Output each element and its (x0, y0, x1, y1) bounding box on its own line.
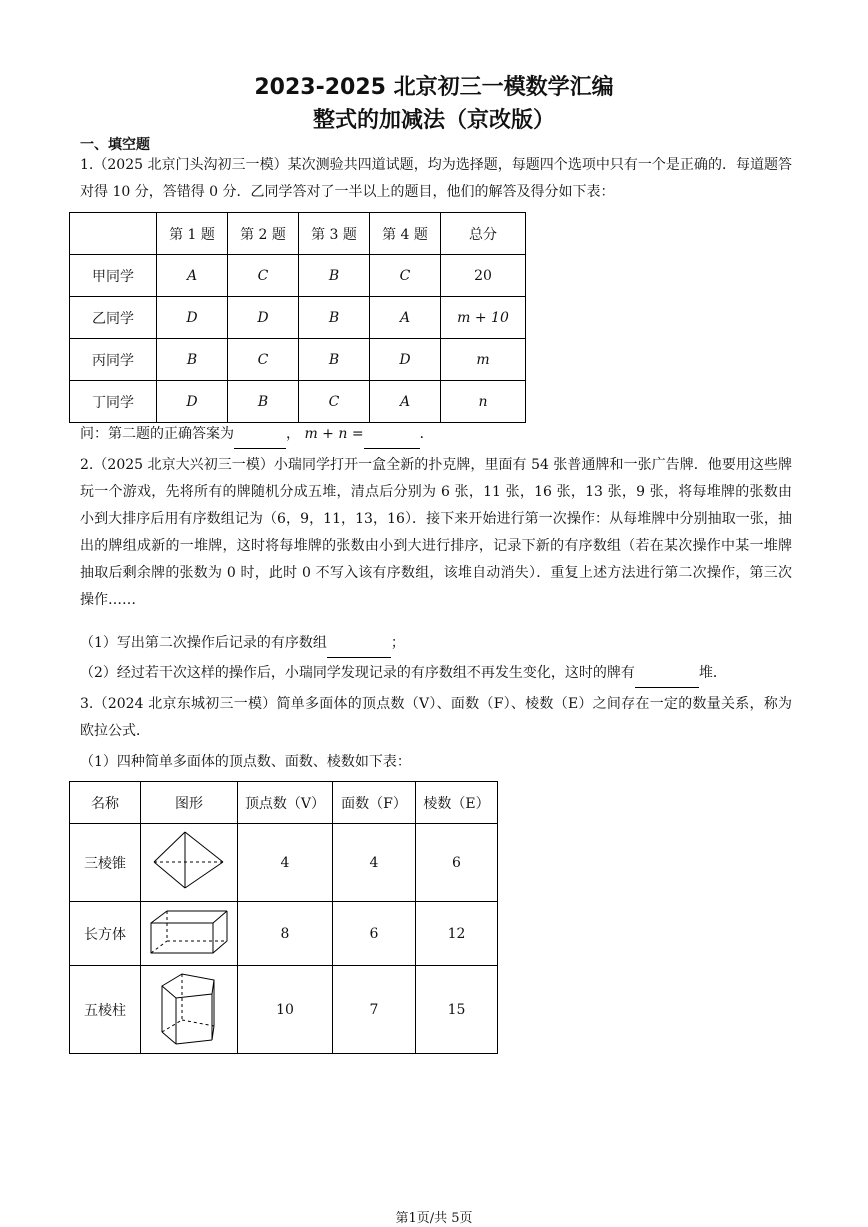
table-cell: 长方体 (70, 902, 141, 966)
table-cell: C (228, 339, 299, 381)
table-row (70, 339, 526, 381)
page-footer: 第1页/共 5页 (395, 1211, 473, 1226)
table-cell: m + 10 (441, 297, 526, 339)
table-cell: B (228, 381, 299, 423)
table-cell: m (441, 339, 526, 381)
table-cell: 顶点数（V） (238, 782, 333, 824)
q1-question: 问：第二题的正确答案为 ， m + n = ． (80, 421, 792, 449)
figure-cell (141, 824, 238, 902)
table-cell: 图形 (141, 782, 238, 824)
table-cell: 第 1 题 (157, 213, 228, 255)
table-cell: 三棱锥 (70, 824, 141, 902)
table-cell: 6 (333, 902, 416, 966)
table-cell: 总分 (441, 213, 526, 255)
q3-table (69, 781, 498, 1054)
q2-sub1-text: （1）写出第二次操作后记录的有序数组 (80, 635, 327, 651)
table-row (70, 381, 526, 423)
table-cell: 第 2 题 (228, 213, 299, 255)
table-cell: 五棱柱 (70, 966, 141, 1054)
q2-sub2 (80, 660, 792, 688)
answer-blank[interactable] (635, 660, 699, 688)
q1-table (69, 212, 526, 423)
answer-blank[interactable] (234, 421, 286, 449)
table-header-row (70, 213, 526, 255)
q2-sub2-end: 堆． (698, 665, 727, 681)
table-cell: 甲同学 (70, 255, 157, 297)
table-cell: C (370, 255, 441, 297)
answer-blank[interactable] (327, 630, 391, 658)
q2-text: 2.（2025 北京大兴初三一模）小瑞同学打开一盒全新的扑克牌，里面有 54 张普通牌和一张广告牌．他要用这些牌玩一个游戏，先将所有的牌随机分成五堆，清点后分别为 6 张，11 张，16 张，13 张，9 张，将每堆牌的张数由小到大排序后用有序数组记为（6，9，11，13，16）．接下来开始进行第一次操作：从每堆牌中分别抽取一张，抽出的牌组成新的一堆牌，这时将每堆牌的张数由小到大进行排序，记录下新的有序数组（若在某次操作中某一堆牌抽取后剩余牌的张数为 0 时，此时 0 不写入该有序数组，该堆自动消失）．重复上述方法进行第二次操作，第三次操作…… (80, 457, 792, 608)
table-cell: 面数（F） (333, 782, 416, 824)
q1-question-end: ． (419, 426, 434, 442)
q2-sub1-end: ； (390, 635, 405, 651)
table-cell: C (299, 381, 370, 423)
table-cell: 10 (238, 966, 333, 1054)
figure-cell (141, 902, 238, 966)
q2-sub1 (80, 630, 792, 658)
table-cell: A (370, 297, 441, 339)
table-cell: 4 (333, 824, 416, 902)
table-cell: 棱数（E） (416, 782, 498, 824)
table-cell: D (228, 297, 299, 339)
q1-expression: m + n = (304, 426, 364, 442)
table-cell: A (157, 255, 228, 297)
table-cell: 8 (238, 902, 333, 966)
document-title: 2023-2025 北京初三一模数学汇编 (254, 75, 614, 100)
pentagonal-prism-figure (154, 968, 224, 1048)
figure-cell (141, 966, 238, 1054)
table-row (70, 824, 498, 902)
q1-question-text: 问：第二题的正确答案为 (80, 426, 234, 442)
table-cell: 20 (441, 255, 526, 297)
document-subtitle: 整式的加减法（京改版） (312, 108, 555, 133)
table-row (70, 297, 526, 339)
table-cell: B (299, 339, 370, 381)
table-cell: B (299, 297, 370, 339)
table-cell: n (441, 381, 526, 423)
table-cell: B (157, 339, 228, 381)
table-cell: B (299, 255, 370, 297)
answer-blank[interactable] (364, 421, 420, 449)
table-cell: 12 (416, 902, 498, 966)
table-cell: 15 (416, 966, 498, 1054)
q1-text: 1.（2025 北京门头沟初三一模）某次测验共四道试题，均为选择题，每题四个选项中只有一个是正确的．每道题答对得 10 分，答错得 0 分．乙同学答对了一半以上的题目，他们的解答及得分如下表： (80, 157, 792, 200)
q2-sub2-text: （2）经过若干次这样的操作后，小瑞同学发现记录的有序数组不再发生变化，这时的牌有 (80, 665, 635, 681)
table-cell: 丙同学 (70, 339, 157, 381)
table-cell: D (157, 297, 228, 339)
section-heading: 一、填空题 (80, 137, 150, 153)
table-cell: D (370, 339, 441, 381)
table-cell: 乙同学 (70, 297, 157, 339)
table-cell: 7 (333, 966, 416, 1054)
table-cell: A (370, 381, 441, 423)
q3-sub1: （1）四种简单多面体的顶点数、面数、棱数如下表： (80, 754, 411, 770)
table-header-row (70, 782, 498, 824)
table-cell: C (228, 255, 299, 297)
table-row (70, 902, 498, 966)
table-cell: 丁同学 (70, 381, 157, 423)
table-cell: 第 4 题 (370, 213, 441, 255)
table-row (70, 255, 526, 297)
table-cell: D (157, 381, 228, 423)
cuboid-figure (147, 907, 231, 957)
table-cell: 4 (238, 824, 333, 902)
triangular-pyramid-figure (149, 828, 229, 894)
table-cell: 名称 (70, 782, 141, 824)
table-cell: 第 3 题 (299, 213, 370, 255)
table-row (70, 966, 498, 1054)
table-cell: 6 (416, 824, 498, 902)
table-cell (70, 213, 157, 255)
q3-text: 3.（2024 北京东城初三一模）简单多面体的顶点数（V）、面数（F）、棱数（E）之间存在一定的数量关系，称为欧拉公式． (80, 696, 792, 739)
